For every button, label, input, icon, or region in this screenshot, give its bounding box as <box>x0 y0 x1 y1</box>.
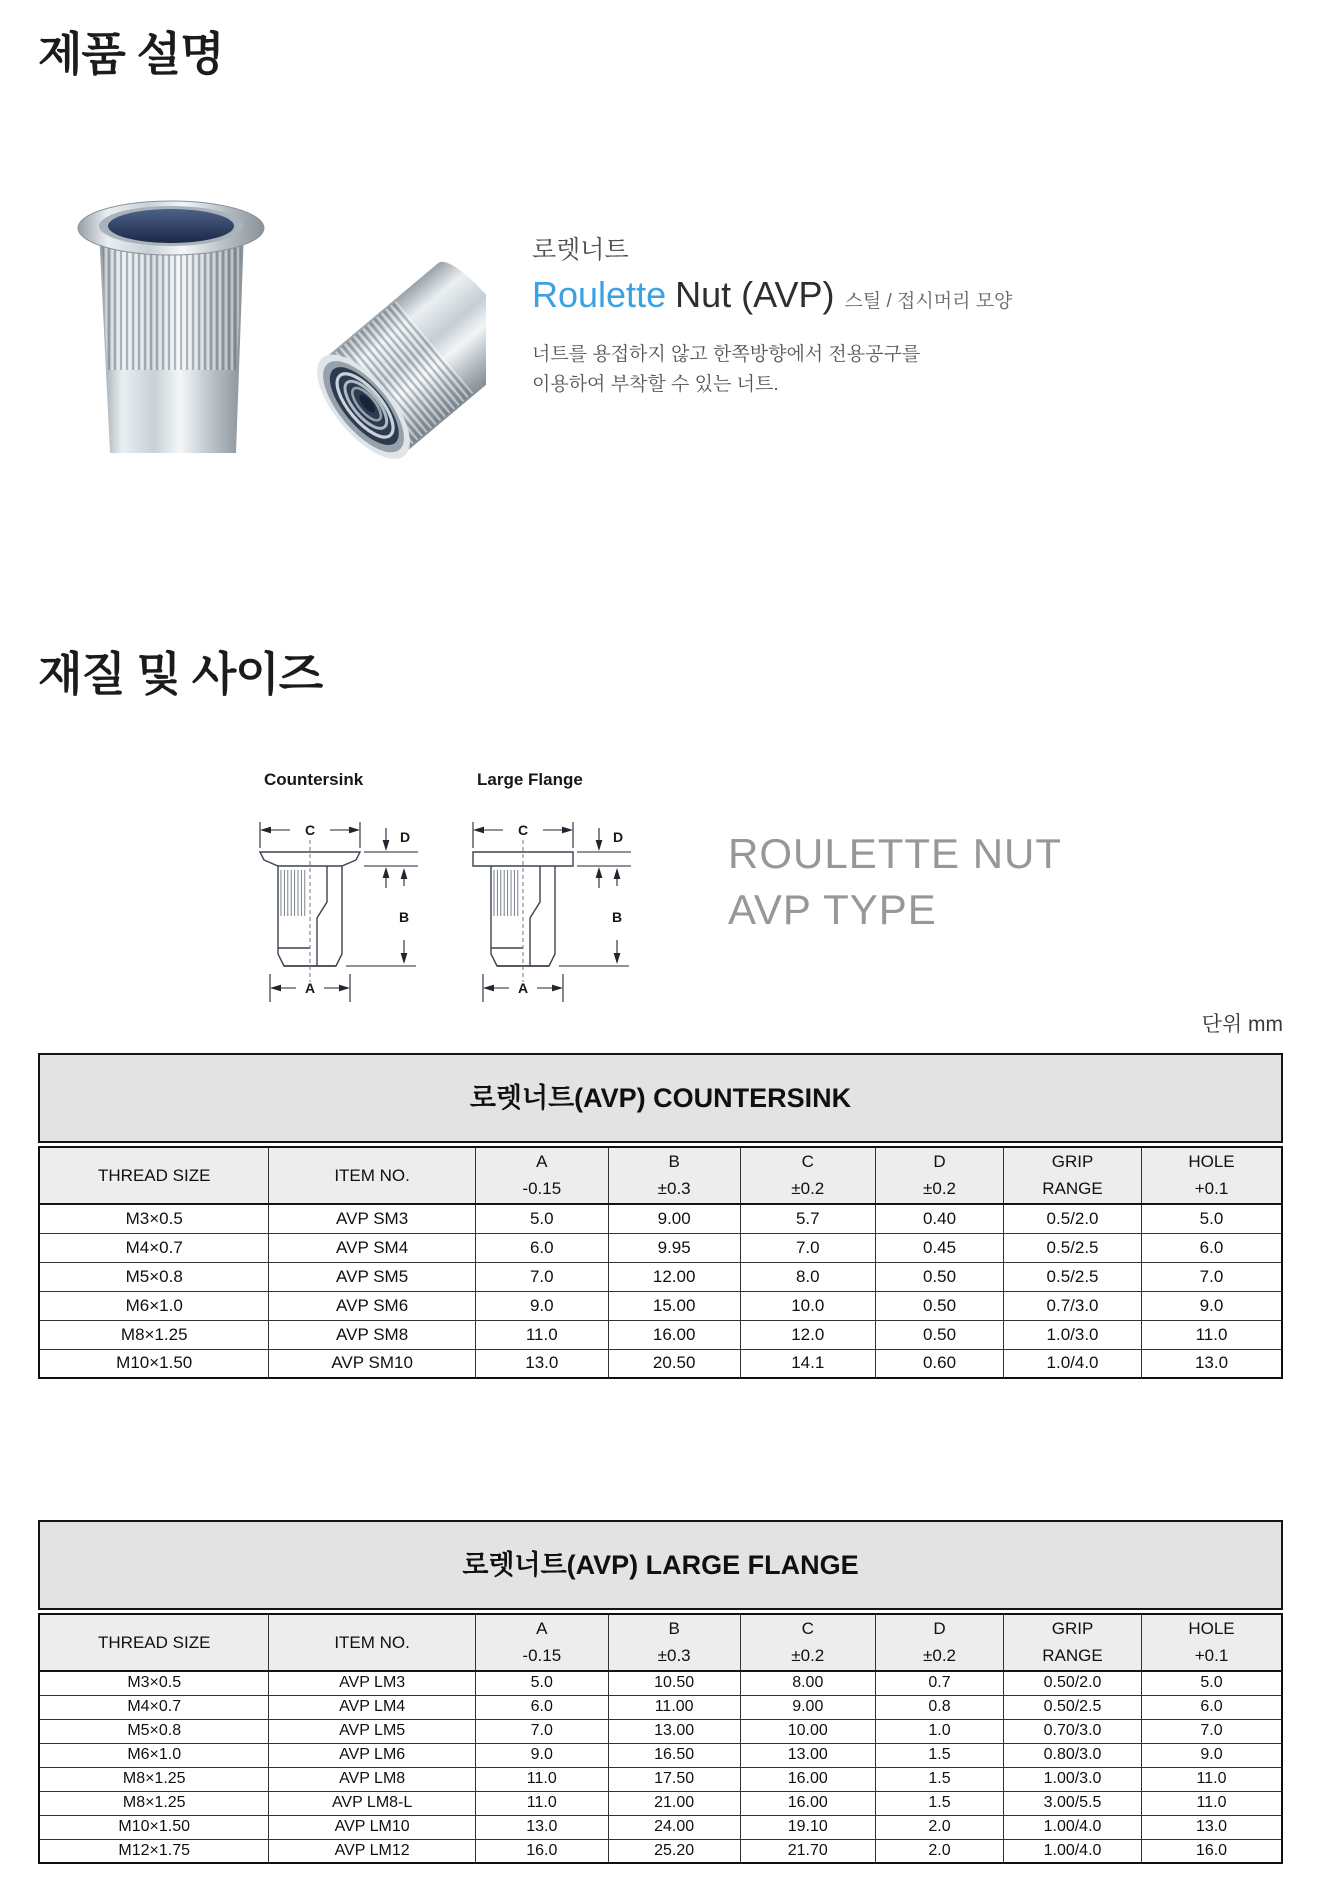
table-cell: 0.8 <box>876 1695 1004 1719</box>
table-cell: M8×1.25 <box>39 1791 269 1815</box>
table-cell: 9.00 <box>740 1695 875 1719</box>
table-cell: 10.0 <box>740 1291 875 1320</box>
table-cell: AVP SM6 <box>269 1291 475 1320</box>
table-cell: 0.45 <box>876 1233 1004 1262</box>
table-cell: 11.0 <box>475 1320 608 1349</box>
table-cell: AVP LM10 <box>269 1815 475 1839</box>
table-cell: 11.0 <box>475 1767 608 1791</box>
diagram-side-text-line2: AVP TYPE <box>728 886 937 933</box>
product-description <box>532 340 1012 400</box>
product-name-highlight: Roulette <box>532 274 667 315</box>
table-cell: AVP LM5 <box>269 1719 475 1743</box>
rivet-nut-tilted <box>301 251 486 460</box>
table-cell: M5×0.8 <box>39 1719 269 1743</box>
knurl-hatch <box>281 870 305 916</box>
table-cell: AVP LM8-L <box>269 1791 475 1815</box>
table-cell: 1.00/3.0 <box>1004 1767 1142 1791</box>
table-cell: 7.0 <box>740 1233 875 1262</box>
table-cell: 1.5 <box>876 1767 1004 1791</box>
table-cell: AVP LM12 <box>269 1839 475 1863</box>
table-cell: 12.00 <box>608 1262 740 1291</box>
table-row <box>39 1233 1282 1262</box>
table-cell: 19.10 <box>740 1815 875 1839</box>
technical-diagram <box>230 770 656 1015</box>
table-cell: 2.0 <box>876 1815 1004 1839</box>
table-cell: 9.95 <box>608 1233 740 1262</box>
table-cell: 8.00 <box>740 1671 875 1695</box>
product-description-line2: 이용하여 부착할 수 있는 너트. <box>532 374 779 395</box>
dim-label-b: B <box>399 909 410 925</box>
table-cell: 16.00 <box>740 1791 875 1815</box>
table-cell: 0.5/2.5 <box>1004 1233 1142 1262</box>
table-cell: 0.7/3.0 <box>1004 1291 1142 1320</box>
table-cell: 0.50/2.0 <box>1004 1671 1142 1695</box>
table-cell: 16.00 <box>740 1767 875 1791</box>
table-cell: M10×1.50 <box>39 1815 269 1839</box>
table-cell: 0.60 <box>876 1349 1004 1378</box>
table-cell: 7.0 <box>1142 1262 1283 1291</box>
table-cell: 11.00 <box>608 1695 740 1719</box>
knurl-hatch <box>494 870 518 916</box>
table-cell: 16.00 <box>608 1320 740 1349</box>
table-cell: AVP LM4 <box>269 1695 475 1719</box>
large-flange-table <box>38 1613 1283 1864</box>
column-header: THREAD SIZE <box>39 1614 269 1671</box>
table-cell: 9.0 <box>1142 1743 1283 1767</box>
dim-label-a: A <box>304 980 316 996</box>
table-cell: AVP SM5 <box>269 1262 475 1291</box>
large-flange-figure <box>443 770 656 1015</box>
dim-label-c: C <box>304 822 316 838</box>
dim-label-c: C <box>517 822 529 838</box>
table-cell: 0.70/3.0 <box>1004 1719 1142 1743</box>
table-cell: 13.0 <box>475 1349 608 1378</box>
table-cell: M4×0.7 <box>39 1695 269 1719</box>
column-header: D ±0.2 <box>876 1614 1004 1671</box>
table-cell: 12.0 <box>740 1320 875 1349</box>
table-cell: 5.0 <box>1142 1204 1283 1233</box>
table-row <box>39 1743 1282 1767</box>
diagram-side-text <box>728 826 1062 938</box>
table-cell: 1.0/4.0 <box>1004 1349 1142 1378</box>
table-cell: 6.0 <box>475 1695 608 1719</box>
table-cell: M3×0.5 <box>39 1204 269 1233</box>
table-cell: 9.0 <box>475 1743 608 1767</box>
table-cell: AVP LM6 <box>269 1743 475 1767</box>
table-cell: 5.7 <box>740 1204 875 1233</box>
table-cell: 0.50 <box>876 1291 1004 1320</box>
table-cell: 16.0 <box>1142 1839 1283 1863</box>
table-cell: 15.00 <box>608 1291 740 1320</box>
countersink-caption: Countersink <box>264 770 364 789</box>
table-row <box>39 1671 1282 1695</box>
table-cell: 6.0 <box>1142 1695 1283 1719</box>
rivet-nut-illustration <box>66 158 486 460</box>
table-title: 로렛너트(AVP) LARGE FLANGE <box>462 1550 859 1580</box>
table-row <box>39 1320 1282 1349</box>
table-header-row <box>39 1147 1282 1204</box>
table-row <box>39 1791 1282 1815</box>
table-cell: 8.0 <box>740 1262 875 1291</box>
column-header: C ±0.2 <box>740 1614 875 1671</box>
table-cell: 1.00/4.0 <box>1004 1839 1142 1863</box>
table-title: 로렛너트(AVP) COUNTERSINK <box>469 1083 852 1113</box>
table-cell: 17.50 <box>608 1767 740 1791</box>
large-flange-caption: Large Flange <box>477 770 583 789</box>
table-cell: 0.80/3.0 <box>1004 1743 1142 1767</box>
table-cell: 14.1 <box>740 1349 875 1378</box>
table-cell: 0.5/2.5 <box>1004 1262 1142 1291</box>
table-cell: 2.0 <box>876 1839 1004 1863</box>
dim-label-d: D <box>400 829 411 845</box>
countersink-figure <box>230 770 443 1015</box>
table-cell: 0.7 <box>876 1671 1004 1695</box>
diagram-side-text-line1: ROULETTE NUT <box>728 830 1063 877</box>
column-header: ITEM NO. <box>269 1147 475 1204</box>
table-title-band <box>38 1520 1283 1610</box>
table-cell: 7.0 <box>1142 1719 1283 1743</box>
product-name-korean: 로렛너트 <box>532 236 629 264</box>
table-cell: AVP SM3 <box>269 1204 475 1233</box>
product-info <box>532 230 1012 400</box>
table-cell: 7.0 <box>475 1719 608 1743</box>
dim-label-d: D <box>613 829 624 845</box>
table-row <box>39 1349 1282 1378</box>
table-cell: 9.0 <box>1142 1291 1283 1320</box>
table-cell: M12×1.75 <box>39 1839 269 1863</box>
table-cell: M8×1.25 <box>39 1320 269 1349</box>
table-cell: M3×0.5 <box>39 1671 269 1695</box>
table-cell: 25.20 <box>608 1839 740 1863</box>
table-cell: AVP LM3 <box>269 1671 475 1695</box>
table-row <box>39 1262 1282 1291</box>
table-cell: 9.0 <box>475 1291 608 1320</box>
table-cell: 16.0 <box>475 1839 608 1863</box>
table-cell: 7.0 <box>475 1262 608 1291</box>
column-header: HOLE +0.1 <box>1142 1147 1283 1204</box>
table-cell: 1.00/4.0 <box>1004 1815 1142 1839</box>
table-cell: M4×0.7 <box>39 1233 269 1262</box>
table-row <box>39 1204 1282 1233</box>
dim-label-b: B <box>612 909 623 925</box>
section-title-product-description: 제품 설명 <box>38 28 224 80</box>
table-cell: M10×1.50 <box>39 1349 269 1378</box>
table-cell: 6.0 <box>475 1233 608 1262</box>
table-cell: 13.00 <box>608 1719 740 1743</box>
product-photo <box>66 158 486 460</box>
table-cell: AVP SM4 <box>269 1233 475 1262</box>
table-row <box>39 1291 1282 1320</box>
dim-label-a: A <box>517 980 529 996</box>
table-cell: 24.00 <box>608 1815 740 1839</box>
column-header: D ±0.2 <box>876 1147 1004 1204</box>
table-cell: 13.00 <box>740 1743 875 1767</box>
table-cell: 1.0/3.0 <box>1004 1320 1142 1349</box>
table-cell: M6×1.0 <box>39 1291 269 1320</box>
table-cell: 21.00 <box>608 1791 740 1815</box>
countersink-table <box>38 1146 1283 1379</box>
column-header: ITEM NO. <box>269 1614 475 1671</box>
table-cell: 5.0 <box>1142 1671 1283 1695</box>
table-cell: 10.50 <box>608 1671 740 1695</box>
large-flange-drawing <box>443 790 656 1015</box>
table-cell: 16.50 <box>608 1743 740 1767</box>
section-title-material-size: 재질 및 사이즈 <box>38 648 323 700</box>
table-cell: 0.40 <box>876 1204 1004 1233</box>
table-cell: 13.0 <box>1142 1349 1283 1378</box>
table-cell: 0.50 <box>876 1320 1004 1349</box>
table-cell: M5×0.8 <box>39 1262 269 1291</box>
column-header: C ±0.2 <box>740 1147 875 1204</box>
table-row <box>39 1815 1282 1839</box>
table-row <box>39 1767 1282 1791</box>
table-cell: 21.70 <box>740 1839 875 1863</box>
countersink-drawing <box>230 790 443 1015</box>
column-header: B ±0.3 <box>608 1614 740 1671</box>
table-header-row <box>39 1614 1282 1671</box>
table-cell: 11.0 <box>1142 1791 1283 1815</box>
table-cell: M8×1.25 <box>39 1767 269 1791</box>
column-header: GRIP RANGE <box>1004 1614 1142 1671</box>
table-row <box>39 1695 1282 1719</box>
product-name-suffix: 스틸 / 접시머리 모양 <box>844 291 1013 312</box>
table-cell: 0.50/2.5 <box>1004 1695 1142 1719</box>
table-cell: 1.5 <box>876 1743 1004 1767</box>
table-title-band <box>38 1053 1283 1143</box>
table-cell: 3.00/5.5 <box>1004 1791 1142 1815</box>
table-cell: 11.0 <box>1142 1767 1283 1791</box>
table-cell: 10.00 <box>740 1719 875 1743</box>
table-row <box>39 1719 1282 1743</box>
table-cell: 11.0 <box>1142 1320 1283 1349</box>
table-cell: 1.5 <box>876 1791 1004 1815</box>
table-cell: 1.0 <box>876 1719 1004 1743</box>
table-row <box>39 1839 1282 1863</box>
column-header: B ±0.3 <box>608 1147 740 1204</box>
rivet-nut-upright <box>78 201 264 453</box>
table-cell: 20.50 <box>608 1349 740 1378</box>
column-header: A -0.15 <box>475 1147 608 1204</box>
table-cell: 5.0 <box>475 1671 608 1695</box>
countersink-table-section <box>38 1053 1283 1379</box>
product-description-line1: 너트를 용접하지 않고 한쪽방향에서 전용공구를 <box>532 344 921 365</box>
table-cell: 6.0 <box>1142 1233 1283 1262</box>
column-header: GRIP RANGE <box>1004 1147 1142 1204</box>
column-header: THREAD SIZE <box>39 1147 269 1204</box>
table-cell: AVP SM8 <box>269 1320 475 1349</box>
large-flange-table-section <box>38 1520 1283 1864</box>
table-cell: 5.0 <box>475 1204 608 1233</box>
table-cell: 13.0 <box>1142 1815 1283 1839</box>
table-cell: 13.0 <box>475 1815 608 1839</box>
table-cell: AVP SM10 <box>269 1349 475 1378</box>
table-cell: 9.00 <box>608 1204 740 1233</box>
column-header: HOLE +0.1 <box>1142 1614 1283 1671</box>
product-name-rest: Nut (AVP) <box>675 274 835 315</box>
table-cell: 0.5/2.0 <box>1004 1204 1142 1233</box>
product-name-english <box>532 274 1012 316</box>
unit-label: 단위 mm <box>1201 1013 1283 1036</box>
table-cell: AVP LM8 <box>269 1767 475 1791</box>
table-cell: 0.50 <box>876 1262 1004 1291</box>
column-header: A -0.15 <box>475 1614 608 1671</box>
table-cell: M6×1.0 <box>39 1743 269 1767</box>
table-cell: 11.0 <box>475 1791 608 1815</box>
